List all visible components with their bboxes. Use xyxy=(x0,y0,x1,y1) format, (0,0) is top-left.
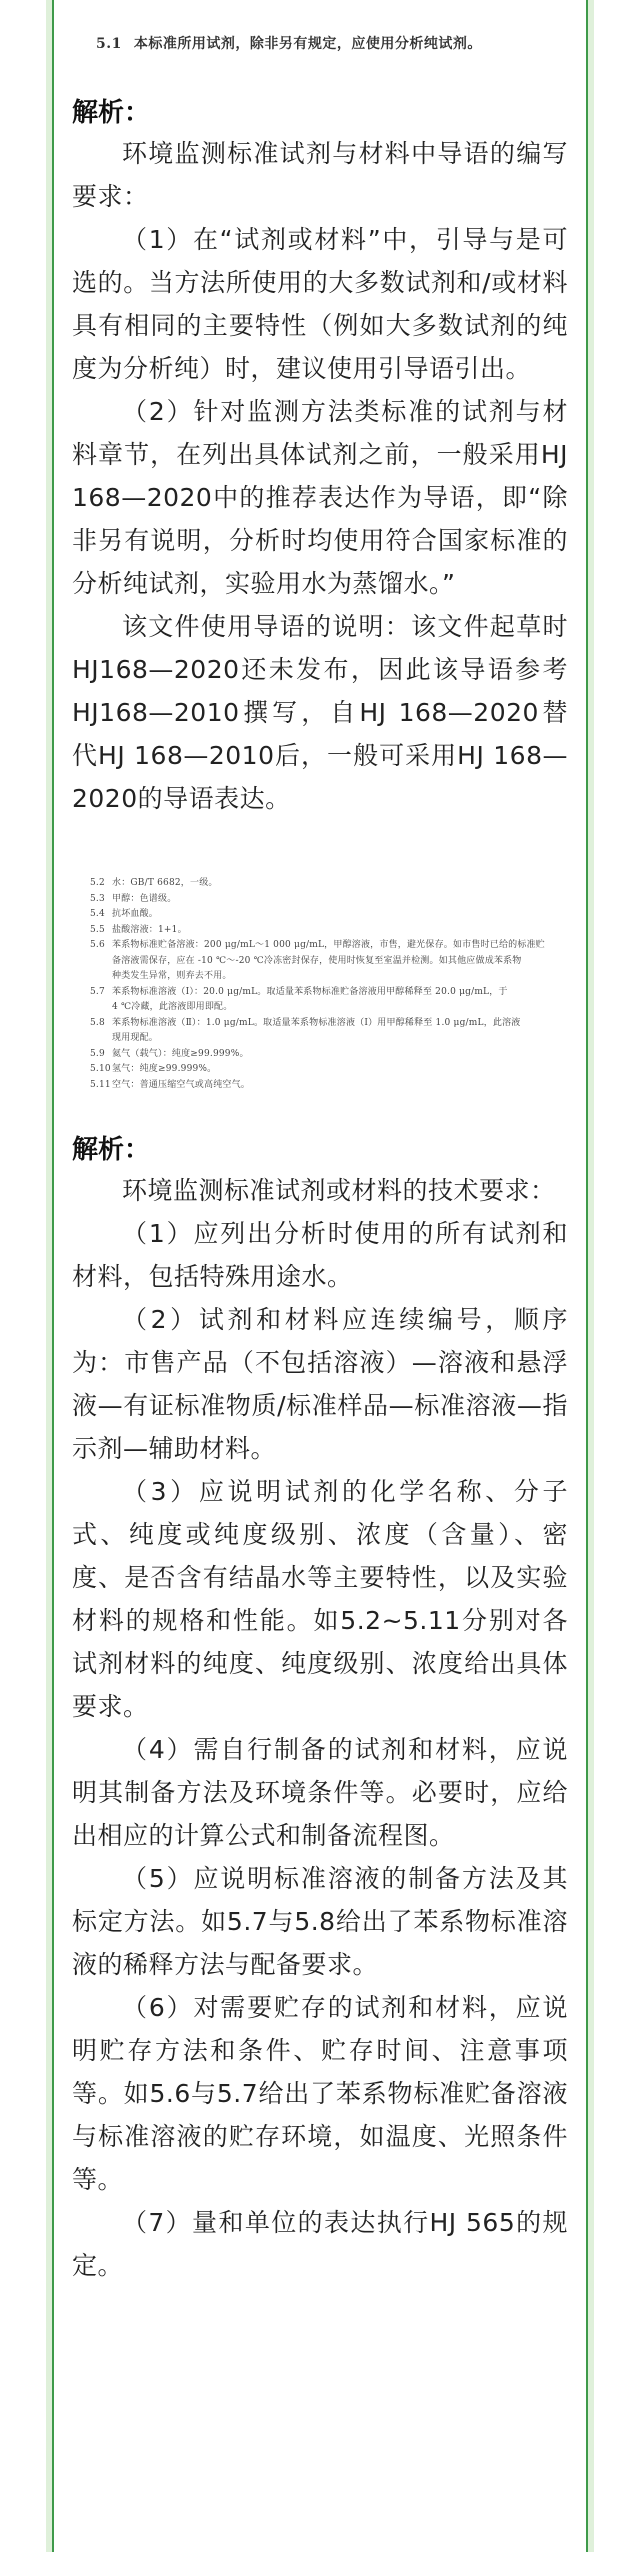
clause-row: 5.3 甲醇：色谱级。 xyxy=(90,893,177,904)
paragraph: （3）应说明试剂的化学名称、分子式、纯度或纯度级别、浓度（含量）、密度、是否含有结晶水等主要特性，以及实验材料的规格和性能。如5.2~5.11分别对各试剂材料的纯度、纯度级别、浓度给出具体要求。 xyxy=(72,1477,568,1721)
clause-text: 本标准所用试剂，除非另有规定，应使用分析纯试剂。 xyxy=(133,36,482,52)
analysis-section-2 xyxy=(72,1169,568,2287)
clause-row: 5.2 水：GB/T 6682，一级。 xyxy=(90,878,218,888)
paragraph: （7）量和单位的表达执行HJ 565的规定。 xyxy=(72,2208,568,2280)
clause-row-continued: 种类发生异常，则弃去不用。 xyxy=(112,971,232,981)
clause-row: 5.10氢气：纯度≥99.999%。 xyxy=(90,1064,217,1074)
left-border xyxy=(46,0,54,2552)
clause-number: 5.1 xyxy=(96,36,122,52)
paragraph: 环境监测标准试剂与材料中导语的编写要求： xyxy=(72,139,568,211)
paragraph: 环境监测标准试剂或材料的技术要求： xyxy=(122,1176,556,1205)
clause-row: 5.7 苯系物标准溶液（Ⅰ）：20.0 μg/mL。取适量苯系物标准贮备溶液用甲醇稀释至 20.0 μg/mL，于 xyxy=(90,986,508,997)
paragraph: （5）应说明标准溶液的制备方法及其标定方法。如5.7与5.8给出了苯系物标准溶液的稀释方法与配备要求。 xyxy=(72,1864,568,1979)
analysis-heading-1: 解析： xyxy=(72,98,151,128)
clause-row: 5.9 氦气（载气）：纯度≥99.999%。 xyxy=(90,1048,249,1059)
clause-row: 5.11空气：普通压缩空气或高纯空气。 xyxy=(90,1079,251,1090)
paragraph: （2）试剂和材料应连续编号，顺序为：市售产品（不包括溶液）—溶液和悬浮液—有证标准物质/标准样品—标准溶液—指示剂—辅助材料。 xyxy=(72,1305,568,1463)
article-content xyxy=(72,0,568,2287)
analysis-section-1 xyxy=(72,132,568,820)
paragraph: （4）需自行制备的试剂和材料，应说明其制备方法及环境条件等。必要时，应给出相应的计算公式和制备流程图。 xyxy=(72,1735,568,1850)
analysis-heading-2: 解析： xyxy=(72,1135,151,1165)
standard-excerpt-list xyxy=(72,876,568,1093)
clause-row: 5.6 苯系物标准贮备溶液：200 μg/mL～1 000 μg/mL，甲醇溶液，市售，避光保存。如市售时已给的标准贮 xyxy=(90,940,545,950)
paragraph: （1）在“试剂或材料”中，引导与是可选的。当方法所使用的大多数试剂和/或材料具有相同的主要特性（例如大多数试剂的纯度为分析纯）时，建议使用引导语引出。 xyxy=(72,225,568,383)
right-border xyxy=(586,0,594,2552)
paragraph: （1）应列出分析时使用的所有试剂和材料，包括特殊用途水。 xyxy=(72,1219,568,1291)
paragraph: 该文件使用导语的说明：该文件起草时HJ168—2020还未发布，因此该导语参考HJ168—2010撰写，自HJ 168—2020替代HJ 168—2010后，一般可采用HJ 168—2020的导语表达。 xyxy=(72,612,568,813)
standard-excerpt-5-1 xyxy=(72,32,568,56)
clause-row: 5.8 苯系物标准溶液（Ⅱ）：1.0 μg/mL。取适量苯系物标准溶液（Ⅰ）用甲醇稀释至 1.0 μg/mL，此溶液 xyxy=(90,1017,521,1028)
clause-row-continued: 备溶液需保存，应在 -10 ℃～-20 ℃冷冻密封保存，使用时恢复至室温并检测。如其他应做成苯系物 xyxy=(112,955,522,966)
clause-row: 5.4 抗坏血酸。 xyxy=(90,909,159,919)
paragraph: （6）对需要贮存的试剂和材料，应说明贮存方法和条件、贮存时间、注意事项等。如5.6与5.7给出了苯系物标准贮备溶液与标准溶液的贮存环境，如温度、光照条件等。 xyxy=(72,1993,568,2194)
clause-row: 5.5 盐酸溶液：1+1。 xyxy=(90,924,187,935)
clause-row-continued: 4 ℃冷藏，此溶液即用即配。 xyxy=(112,1002,233,1012)
clause-row-continued: 现用现配。 xyxy=(112,1033,159,1043)
paragraph: （2）针对监测方法类标准的试剂与材料章节，在列出具体试剂之前，一般采用HJ 168—2020中的推荐表达作为导语，即“除非另有说明，分析时均使用符合国家标准的分析纯试剂，实验用水为蒸馏水。” xyxy=(72,397,568,598)
